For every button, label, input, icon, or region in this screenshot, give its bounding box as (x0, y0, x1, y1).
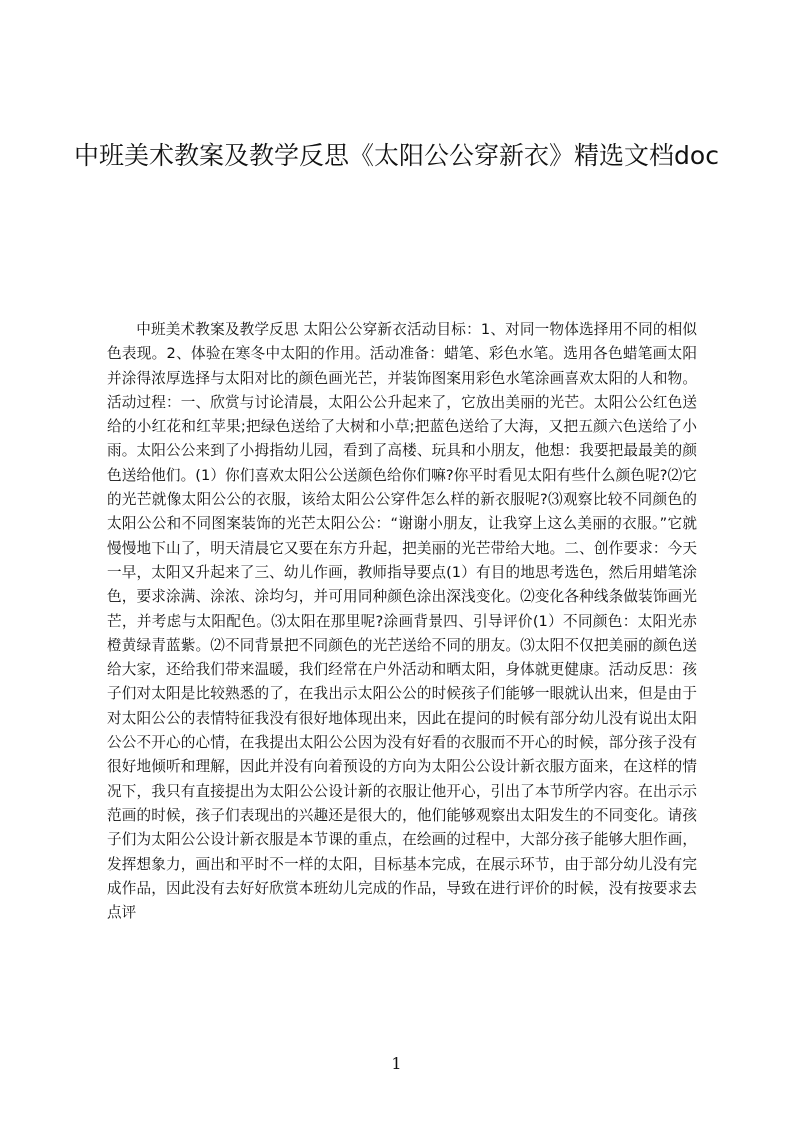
page-number: 1 (391, 1054, 402, 1073)
body-paragraph: 中班美术教案及教学反思 太阳公公穿新衣活动目标：1、对同一物体选择用不同的相似色表现。2、体验在寒冬中太阳的作用。活动准备：蜡笔、彩色水笔。选用各色蜡笔画太阳并涂得浓厚选择与太阳对比的颜色画光芒，并装饰图案用彩色水笔涂画喜欢太阳的人和物。活动过程：一、欣赏与讨论清晨，太阳公公升起来了，它放出美丽的光芒。太阳公公红色送给的小红花和红苹果;把绿色送给了大树和小草;把蓝色送给了大海，又把五颜六色送给了小雨。太阳公公来到了小拇指幼儿园，看到了高楼、玩具和小朋友，他想：我要把最最美的颜色送给他们。(1）你们喜欢太阳公公送颜色给你们嘛?你平时看见太阳有些什么颜色呢?⑵它的光芒就像太阳公公的衣服，该给太阳公公穿件怎么样的新衣服呢?⑶观察比较不同颜色的太阳公公和不同图案装饰的光芒太阳公公：“谢谢小朋友，让我穿上这么美丽的衣服。”它就慢慢地下山了，明天清晨它又要在东方升起，把美丽的光芒带给大地。二、创作要求：今天一早，太阳又升起来了三、幼儿作画，教师指导要点(1）有目的地思考选色，然后用蜡笔涂色，要求涂满、涂浓、涂均匀，并可用同种颜色涂出深浅变化。⑵变化各种线条做装饰画光芒，并考虑与太阳配色。⑶太阳在那里呢?涂画背景四、引导评价(1）不同颜色：太阳光赤橙黄绿青蓝紫。⑵不同背景把不同颜色的光芒送给不同的朋友。⑶太阳不仅把美丽的颜色送给大家，还给我们带来温暖，我们经常在户外活动和晒太阳，身体就更健康。活动反思：孩子们对太阳是比较熟悉的了，在我出示太阳公公的时候孩子们能够一眼就认出来，但是由于对太阳公公的表情特征我没有很好地体现出来，因此在提问的时候有部分幼儿没有说出太阳公公不开心的心情，在我提出太阳公公因为没有好看的衣服而不开心的时候，部分孩子没有很好地倾听和理解，因此并没有向着预设的方向为太阳公公设计新衣服方面来，在这样的情况下，我只有直接提出为太阳公公设计新的衣服让他开心，引出了本节所学内容。在出示示范画的时候，孩子们表现出的兴趣还是很大的，他们能够观察出太阳发生的不同变化。请孩子们为太阳公公设计新衣服是本节课的重点，在绘画的过程中，大部分孩子能够大胆作画，发挥想象力，画出和平时不一样的太阳，目标基本完成，在展示环节，由于部分幼儿没有完成作品，因此没有去好好欣赏本班幼儿完成的作品，导致在进行评价的时候，没有按要求去点评 (107, 321, 697, 922)
document-body (107, 318, 697, 1064)
document-title: 中班美术教案及教学反思《太阳公公穿新衣》精选文档doc (74, 141, 719, 170)
